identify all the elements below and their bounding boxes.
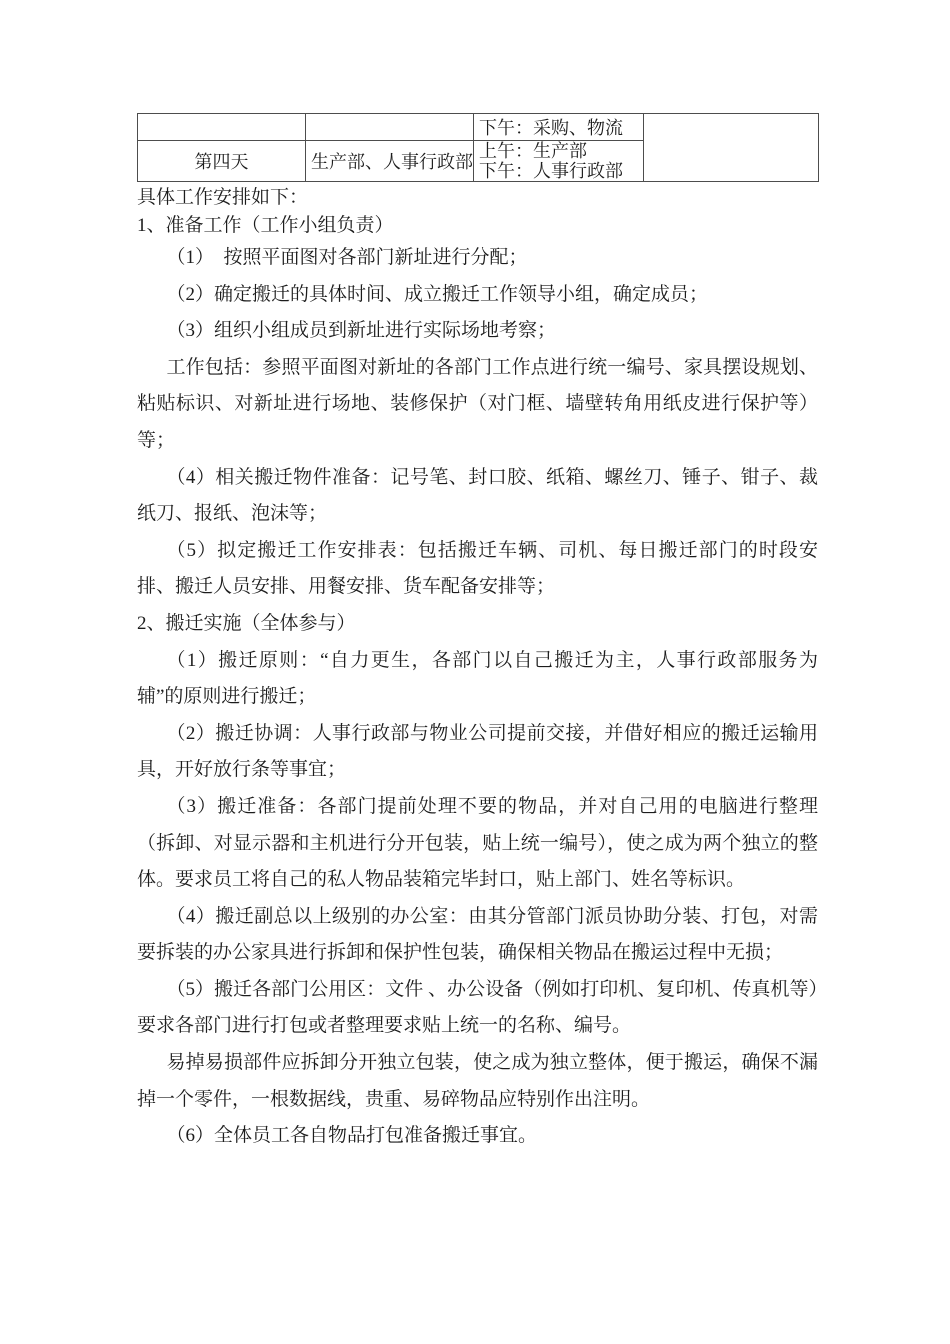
paragraph-s1-item3: （3）组织小组成员到新址进行实际场地考察； [166,320,556,342]
document-body [137,113,818,1155]
table-cell-day4-morning: 上午：生产部 [479,141,587,161]
paragraph-s2-fragile-note: 易掉易损部件应拆卸分开独立包装，使之成为独立整体，便于搬运，确保不漏掉一个零件，一根数据线，贵重、易碎物品应特别作出注明。 [137,1052,818,1110]
table-cell-day4: 第四天 [138,141,306,182]
table-cell-day-partial [138,114,306,141]
paragraph-s2-item1: （1）搬迁原则：“自力更生，各部门以自己搬迁为主，人事行政部服务为辅”的原则进行搬迁； [137,649,818,708]
paragraph-s1-item4: （4）相关搬迁物件准备：记号笔、封口胶、纸箱、螺丝刀、锤子、钳子、裁纸刀、报纸、泡沫等； [137,466,818,525]
paragraph-s2-item3: （3）搬迁准备：各部门提前处理不要的物品，并对自己用的电脑进行整理（拆卸、对显示器和主机进行分开包装，贴上统一编号），使之成为两个独立的整体。要求员工将自己的私人物品装箱完毕封口，贴上部门、姓名等标识。 [137,795,818,891]
moving-schedule-table [137,113,819,182]
table-cell-dept-partial [306,114,474,141]
paragraph-intro: 具体工作安排如下： [137,187,309,208]
table-cell-time-partial: 下午：采购、物流 [474,114,644,141]
paragraph-s2-item4: （4）搬迁副总以上级别的办公室：由其分管部门派员协助分装、打包，对需要拆装的办公家具进行拆卸和保护性包装，确保相关物品在搬运过程中无损； [137,905,818,964]
paragraph-section2-heading: 2、搬迁实施（全体参与） [137,612,356,634]
table-cell-day4-depts: 生产部、人事行政部 [306,141,474,182]
table-cell-notes-merged [644,114,819,182]
table-row-partial [138,114,819,141]
work-arrangement-text [137,184,818,1155]
paragraph-s2-item2: （2）搬迁协调：人事行政部与物业公司提前交接，并借好相应的搬迁运输用具，开好放行条等事宜； [137,722,818,781]
paragraph-s1-work-scope: 工作包括：参照平面图对新址的各部门工作点进行统一编号、家具摆设规划、粘贴标识、对新址进行场地、装修保护（对门框、墙壁转角用纸皮进行保护等）等； [137,356,818,451]
paragraph-s1-item2: （2）确定搬迁的具体时间、成立搬迁工作领导小组，确定成员； [166,283,708,305]
table-cell-day4-times [474,141,644,182]
table-cell-day4-afternoon: 下午：人事行政部 [479,161,623,181]
paragraph-s1-item5: （5）拟定搬迁工作安排表：包括搬迁车辆、司机、每日搬迁部门的时段安排、搬迁人员安排、用餐安排、货车配备安排等； [137,539,818,598]
paragraph-section1-heading: 1、准备工作（工作小组负责） [137,215,394,236]
paragraph-s1-item1: （1） 按照平面图对各部门新址进行分配； [166,247,528,268]
paragraph-s2-item6: （6）全体员工各自物品打包准备搬迁事宜。 [166,1125,537,1147]
paragraph-s2-item5: （5）搬迁各部门公用区：文件 、办公设备（例如打印机、复印机、传真机等）要求各部门进行打包或者整理要求贴上统一的名称、编号。 [137,978,818,1037]
